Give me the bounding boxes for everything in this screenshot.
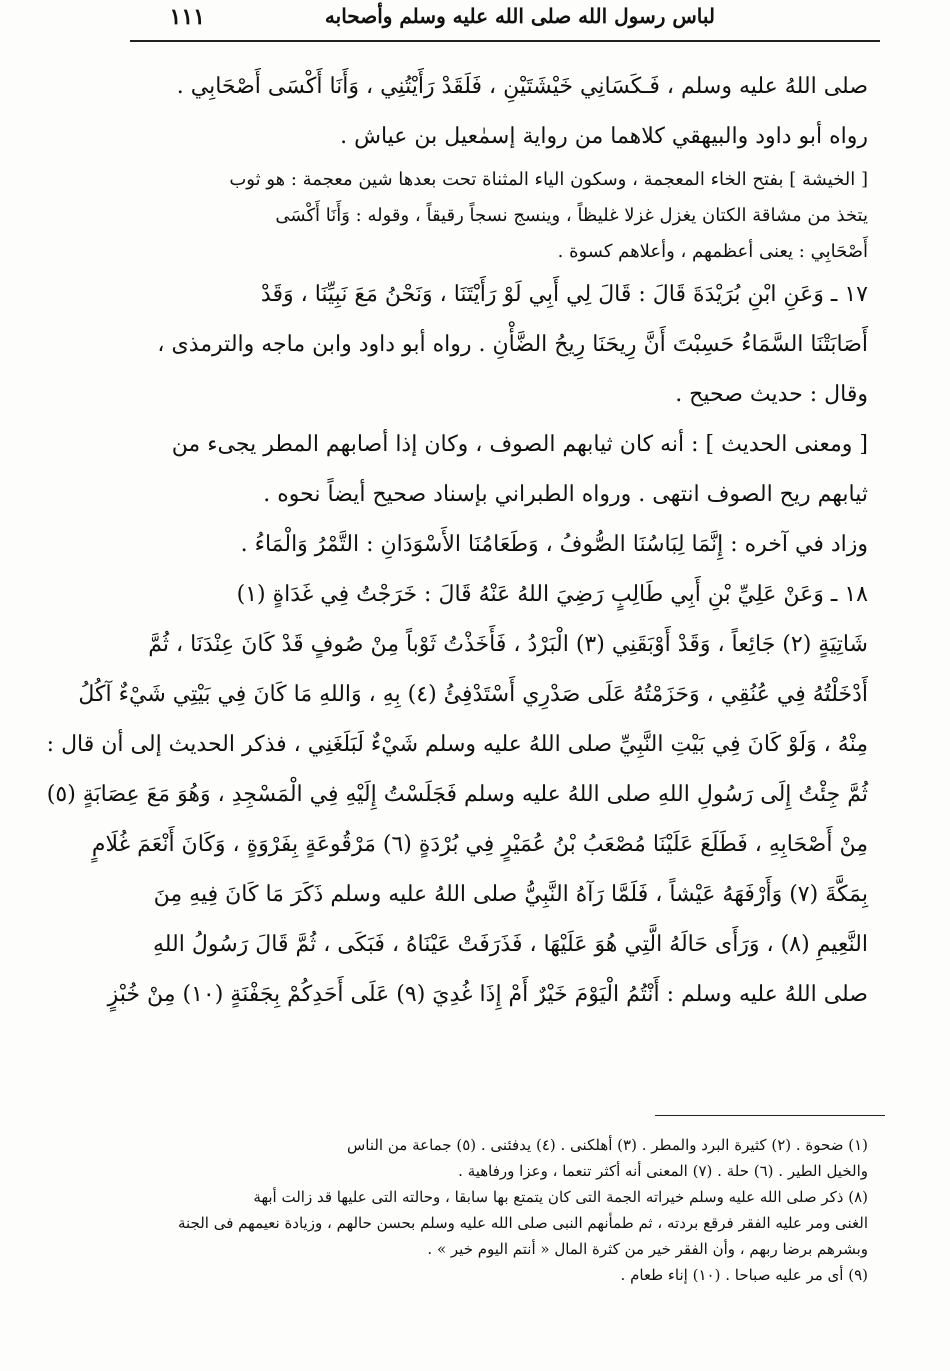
footnote-line: (٨) ذكر صلى الله عليه وسلم خيراته الجمة التى كان يتمتع بها سابقا ، وحالته التى عليها قد زالت أبهة — [253, 1188, 868, 1206]
footnote-line: الغنى ومر عليه الفقر فرقع بردته ، ثم طمأنهم النبى صلى الله عليه وسلم بحسن حالهم ، وزيادة نعيمهم فى الجنة — [177, 1214, 868, 1232]
text-line: رواه أبو داود والبيهقي كلاهما من رواية إسمٰعيل بن عياش . — [340, 124, 868, 149]
text-line: مِنْهُ ، وَلَوْ كَانَ فِي بَيْتِ النَّبِيِّ صلى اللهُ عليه وسلم شَيْءٌ لَبَلَغَنِي ، فذكر الحديث إلى أن قال : — [46, 732, 868, 757]
text-line: أَدْخَلْتُهُ فِي عُنُقِي ، وَحَزَمْتُهُ عَلَى صَدْرِي أَسْتَدْفِئُ (٤) بِهِ ، وَاللهِ مَا كَانَ فِي بَيْتِي شَيْءٌ آكُلُ — [78, 682, 868, 707]
header-title: لباس رسول الله صلى الله عليه وسلم وأصحابه — [324, 4, 715, 28]
footnote-line: (١) ضحوة . (٢) كثيرة البرد والمطر . (٣) أهلكنى . (٤) يدفئنى . (٥) جماعة من الناس — [346, 1136, 868, 1154]
text-line: النَّعِيمِ (٨) ، وَرَأَى حَالَهُ الَّتِي هُوَ عَلَيْهَا ، فَذَرَفَتْ عَيْنَاهُ ، فَبَكَى ، ثُمَّ قَالَ رَسُولُ اللهِ — [152, 932, 868, 957]
page-number: ١١١ — [169, 4, 205, 30]
main-text — [46, 62, 868, 1020]
text-line: صلى اللهُ عليه وسلم : أَنْتُمُ الْيَوْمَ خَيْرٌ أَمْ إِذَا غُدِيَ (٩) عَلَى أَحَدِكُمْ بِجَفْنَةٍ (١٠) مِنْ خُبْزٍ — [107, 982, 868, 1007]
hadith-18-line: ١٨ ـ وَعَنْ عَلِيِّ بْنِ أَبِي طَالِبٍ رَضِيَ اللهُ عَنْهُ قَالَ : خَرَجْتُ فِي غَدَاةٍ (١) — [236, 582, 868, 607]
text-line: مِنْ أَصْحَابِهِ ، فَطَلَعَ عَلَيْنَا مُصْعَبُ بْنُ عُمَيْرٍ فِي بُرْدَةٍ (٦) مَرْقُوعَةٍ بِفَرْوَةٍ ، وَكَانَ أَنْعَمَ غُلَامٍ — [91, 832, 868, 857]
commentary-line: [ ومعنى الحديث ] : أنه كان ثيابهم الصوف ، وكان إذا أصابهم المطر يجىء من — [171, 432, 868, 457]
text-line: ثُمَّ جِئْتُ إِلَى رَسُولِ اللهِ صلى اللهُ عليه وسلم فَجَلَسْتُ إِلَيْهِ فِي الْمَسْجِدِ ، وَهُوَ مَعَ عِصَابَةٍ (٥) — [46, 782, 868, 807]
header-rule — [130, 40, 880, 42]
commentary-line: أَصْحَابِي : يعنى أعظمهم ، وأعلاهم كسوة . — [557, 241, 868, 262]
text-line: وقال : حديث صحيح . — [675, 382, 868, 407]
running-header — [130, 4, 880, 40]
commentary-line: يتخذ من مشاقة الكتان يغزل غزلا غليظاً ، وينسج نسجاً رقيقاً ، وقوله : وَأَنَا أَكْسَى — [275, 205, 868, 226]
commentary-line: [ الخيشة ] بفتح الخاء المعجمة ، وسكون الياء المثناة تحت بعدها شين معجمة : هو ثوب — [229, 169, 868, 190]
text-line: أَصَابَتْنَا السَّمَاءُ حَسِبْتَ أَنَّ رِيحَنَا رِيحُ الضَّأْنِ . رواه أبو داود وابن ماجه والترمذى ، — [157, 332, 868, 357]
footnote-rule — [655, 1115, 885, 1116]
text-line: وزاد في آخره : إِنَّمَا لِبَاسُنَا الصُّوفُ ، وَطَعَامُنَا الأَسْوَدَانِ : التَّمْرُ وَالْمَاءُ . — [240, 532, 868, 557]
text-line: بِمَكَّةَ (٧) وَأَرْفَهَهُ عَيْشاً ، فَلَمَّا رَآهُ النَّبِيُّ صلى اللهُ عليه وسلم ذَكَرَ مَا كَانَ فِيهِ مِنَ — [153, 882, 868, 907]
footnote-line: والخيل الطير . (٦) حلة . (٧) المعنى أنه أكثر تنعما ، وعزا ورفاهية . — [458, 1162, 868, 1180]
hadith-17-line: ١٧ ـ وَعَنِ ابْنِ بُرَيْدَةَ قَالَ : قَالَ لِي أَبِي لَوْ رَأَيْتَنَا ، وَنَحْنُ مَعَ نَبِيِّنَا ، وَقَدْ — [260, 282, 868, 307]
footnotes — [138, 1132, 868, 1288]
text-line: صلى اللهُ عليه وسلم ، فَـكَسَانِي خَيْشَتَيْنِ ، فَلَقَدْ رَأَيْتُنِي ، وَأَنَا أَكْسَى أَصْحَابِي . — [176, 74, 868, 99]
footnote-line: (٩) أى مر عليه صباحا . (١٠) إناء طعام . — [620, 1266, 868, 1284]
text-line: شَاتِيَةٍ (٢) جَائِعاً ، وَقَدْ أَوْبَقَنِي (٣) الْبَرْدُ ، فَأَخَذْتُ ثَوْباً مِنْ صُوفٍ قَدْ كَانَ عِنْدَنَا ، ثُمَّ — [148, 632, 868, 657]
footnote-line: وبشرهم برضا ربهم ، وأن الفقر خير من كثرة المال « أنتم اليوم خير » . — [427, 1240, 868, 1258]
text-line: ثيابهم ريح الصوف انتهى . ورواه الطبراني بإسناد صحيح أيضاً نحوه . — [263, 482, 868, 507]
